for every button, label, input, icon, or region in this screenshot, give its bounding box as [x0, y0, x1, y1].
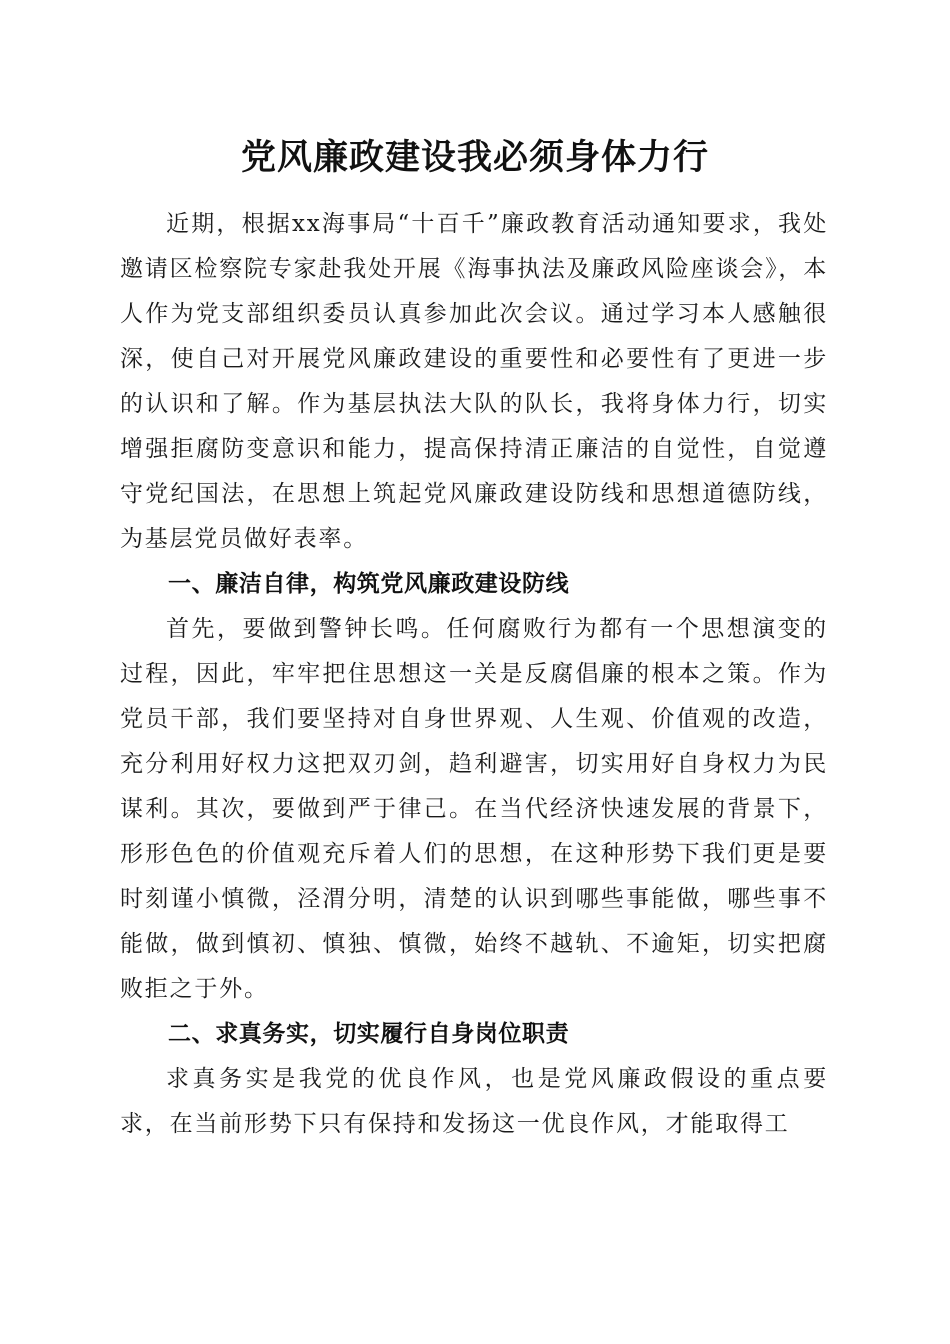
section-2-paragraph: 求真务实是我党的优良作风，也是党风廉政假设的重点要求，在当前形势下只有保持和发扬这一优良作风，才能取得工: [120, 1066, 828, 1137]
document-title: 党风廉政建设我必须身体力行: [240, 137, 709, 178]
section-1-paragraph: 首先，要做到警钟长鸣。任何腐败行为都有一个思想演变的过程，因此，牢牢把住思想这一关是反腐倡廉的根本之策。作为党员干部，我们要坚持对自身世界观、人生观、价值观的改造，充分利用好权力这把双刃剑，趋利避害，切实用好自身权力为民谋利。其次，要做到严于律己。在当代经济快速发展的背景下，形形色色的价值观充斥着人们的思想，在这种形势下我们更是要时刻谨小慎微，泾渭分明，清楚的认识到哪些事能做，哪些事不能做，做到慎初、慎独、慎微，始终不越轨、不逾矩，切实把腐败拒之于外。: [120, 616, 828, 1002]
section-2-heading: 二、求真务实，切实履行自身岗位职责: [168, 1021, 570, 1047]
section-1-heading: 一、廉洁自律，构筑党风廉政建设防线: [168, 571, 570, 597]
document-body: [120, 202, 828, 1147]
intro-paragraph: 近期，根据xx海事局“十百千”廉政教育活动通知要求，我处邀请区检察院专家赴我处开展《海事执法及廉政风险座谈会》，本人作为党支部组织委员认真参加此次会议。通过学习本人感触很深，使自己对开展党风廉政建设的重要性和必要性有了更进一步的认识和了解。作为基层执法大队的队长，我将身体力行，切实增强拒腐防变意识和能力，提高保持清正廉洁的自觉性，自觉遵守党纪国法，在思想上筑起党风廉政建设防线和思想道德防线，为基层党员做好表率。: [120, 211, 828, 552]
